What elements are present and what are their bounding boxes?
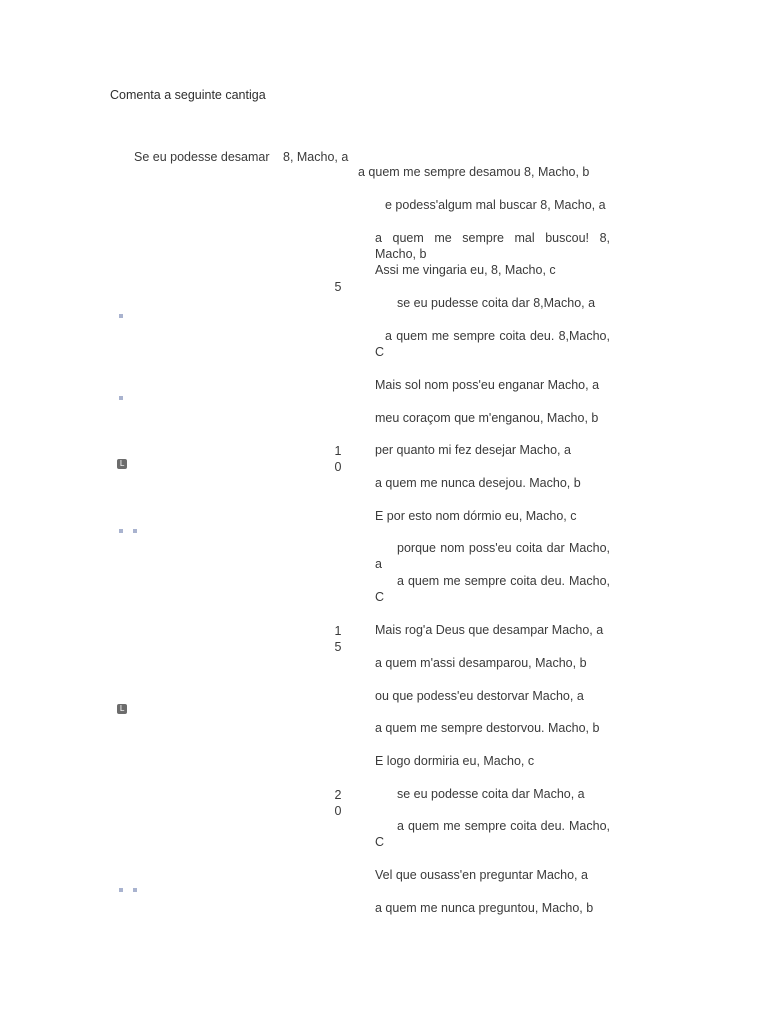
verse-line: e podess'algum mal buscar 8, Macho, a — [385, 198, 606, 212]
line-number-10-b: 0 — [334, 460, 342, 474]
verse-line: a quem me sempre desamou 8, Macho, b — [358, 165, 590, 179]
verse-line: a quem me sempre coita deu. 8,Macho, C — [375, 329, 610, 360]
line-number-5: 5 — [334, 280, 342, 294]
verse-line: a quem m'assi desamparou, Macho, b — [375, 656, 587, 670]
line-number-15-b: 5 — [334, 640, 342, 654]
verse-line: Assi me vingaria eu, 8, Macho, c — [375, 263, 556, 277]
first-verse: Se eu podesse desamar — [134, 150, 270, 164]
verse-line: se eu podesse coita dar Macho, a — [397, 787, 585, 801]
verse-line: ou que podess'eu destorvar Macho, a — [375, 689, 584, 703]
verse-line: a quem me nunca desejou. Macho, b — [375, 476, 581, 490]
verse-line: meu coraçom que m'enganou, Macho, b — [375, 411, 599, 425]
verse-line: Mais rog'a Deus que desampar Macho, a — [375, 623, 604, 637]
verse-line: porque nom poss'eu coita dar Macho, a — [375, 541, 610, 572]
verse-line: a quem me sempre coita deu. Macho, C — [375, 819, 610, 850]
verse-line: Vel que ousass'en preguntar Macho, a — [375, 868, 588, 882]
margin-mark — [119, 529, 123, 533]
first-verse-meter: 8, Macho, a — [283, 150, 349, 164]
page-title: Comenta a seguinte cantiga — [110, 88, 266, 102]
line-number-20-b: 0 — [334, 804, 342, 818]
verse-line: E logo dormiria eu, Macho, c — [375, 754, 535, 768]
verse-line: E por esto nom dórmio eu, Macho, c — [375, 509, 577, 523]
margin-mark — [119, 396, 123, 400]
verse-line: a quem me sempre mal buscou! 8, Macho, b — [375, 231, 610, 262]
verse-line: Mais sol nom poss'eu enganar Macho, a — [375, 378, 600, 392]
margin-box-mark: L — [117, 459, 127, 469]
verse-line: a quem me sempre destorvou. Macho, b — [375, 721, 600, 735]
line-number-15-a: 1 — [334, 624, 342, 638]
verse-line: per quanto mi fez desejar Macho, a — [375, 443, 571, 457]
margin-mark — [133, 529, 137, 533]
line-number-20-a: 2 — [334, 788, 342, 802]
margin-box-mark: L — [117, 704, 127, 714]
verse-line: se eu pudesse coita dar 8,Macho, a — [397, 296, 596, 310]
margin-mark — [119, 314, 123, 318]
verse-line: a quem me nunca preguntou, Macho, b — [375, 901, 594, 915]
margin-mark — [119, 888, 123, 892]
margin-mark — [133, 888, 137, 892]
verse-line: a quem me sempre coita deu. Macho, C — [375, 574, 610, 605]
line-number-10-a: 1 — [334, 444, 342, 458]
